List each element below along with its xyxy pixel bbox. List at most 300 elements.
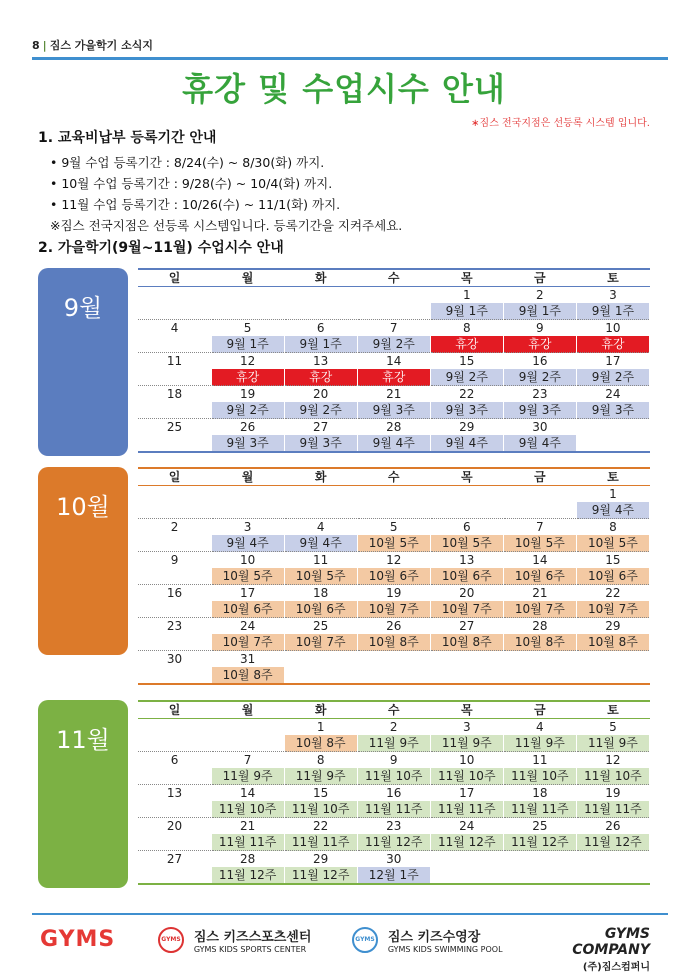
date-cell [430,851,503,868]
registration-item: • 11월 수업 등록기간 : 10/26(수) ~ 11/1(화) 까지. [50,197,341,212]
date-cell [284,486,357,503]
date-cell: 27 [430,618,503,635]
week-info-row [138,667,650,684]
date-cell: 26 [576,818,649,835]
week-label-cell: 9월 2주 [211,402,284,419]
date-cell: 11 [138,353,211,370]
date-row [138,353,650,370]
date-cell: 29 [284,851,357,868]
date-cell: 27 [284,419,357,436]
week-label-cell [138,867,211,884]
date-cell: 5 [211,320,284,337]
week-label-cell: 10월 7주 [211,634,284,651]
date-cell: 3 [430,719,503,736]
week-label-cell: 9월 3주 [211,435,284,452]
date-cell: 1 [284,719,357,736]
date-row [138,719,650,736]
date-cell: 25 [284,618,357,635]
registration-note: ※짐스 전국지점은 선등록 시스템입니다. 등록기간을 지켜주세요. [50,218,403,233]
date-cell [211,287,284,304]
date-cell: 28 [211,851,284,868]
week-label-cell: 10월 6주 [576,568,649,585]
week-label-cell [138,834,211,851]
date-cell: 9 [138,552,211,569]
week-label-cell [357,502,430,519]
date-cell: 30 [503,419,576,436]
date-cell [430,651,503,668]
date-cell: 12 [357,552,430,569]
date-row [138,585,650,602]
date-cell [503,851,576,868]
gyms-logo [40,927,115,952]
week-label-cell: 10월 7주 [357,601,430,618]
date-cell: 24 [576,386,649,403]
date-cell: 6 [430,519,503,536]
week-info-row [138,402,650,419]
week-label-cell: 10월 5주 [211,568,284,585]
week-label-cell [138,402,211,419]
weekday-header: 월 [211,269,284,287]
date-cell [430,486,503,503]
week-label-cell: 10월 7주 [430,601,503,618]
section2-heading: 2. 가을학기(9월~11월) 수업시수 안내 [38,240,284,256]
sports-center-block [158,926,311,954]
date-cell: 18 [138,386,211,403]
date-cell [284,287,357,304]
date-cell: 8 [284,752,357,769]
date-cell [576,851,649,868]
weekday-header: 금 [503,269,576,287]
week-label-cell: 9월 4주 [430,435,503,452]
week-label-cell: 9월 1주 [503,303,576,320]
header-line [32,37,153,53]
company-name-ko: (주)짐스컴퍼니 [582,962,650,973]
date-cell: 2 [357,719,430,736]
week-label-cell: 10월 8주 [503,634,576,651]
weekday-header-row [138,701,650,719]
weekday-header-row [138,269,650,287]
week-label-cell [357,667,430,684]
date-cell: 22 [430,386,503,403]
date-cell: 9 [357,752,430,769]
date-cell: 18 [284,585,357,602]
header-separator: | [42,39,47,52]
date-cell: 24 [430,818,503,835]
date-cell: 31 [211,651,284,668]
week-label-cell [430,667,503,684]
date-cell: 11 [284,552,357,569]
week-label-cell: 11월 11주 [430,801,503,818]
week-label-cell: 12월 1주 [357,867,430,884]
sports-center-name: 짐스 키즈스포츠센터 [193,930,312,945]
week-label-cell: 9월 1주 [284,336,357,353]
weekday-header: 화 [284,269,357,287]
week-label-cell: 11월 11주 [576,801,649,818]
week-info-row [138,768,650,785]
date-row [138,552,650,569]
date-cell: 9 [503,320,576,337]
week-label-cell [138,667,211,684]
week-label-cell: 11월 11주 [284,834,357,851]
date-cell [357,651,430,668]
date-cell: 17 [430,785,503,802]
swimming-pool-name-en: GYMS KIDS SWIMMING POOL [387,945,503,954]
date-cell: 15 [284,785,357,802]
date-cell: 15 [576,552,649,569]
week-label-cell: 10월 7주 [576,601,649,618]
date-cell: 25 [138,419,211,436]
calendar-bottom-rule [138,884,650,887]
date-cell: 2 [503,287,576,304]
date-cell: 22 [284,818,357,835]
month-calendar [138,700,650,887]
week-label-cell: 11월 9주 [357,735,430,752]
date-cell: 6 [284,320,357,337]
date-cell: 29 [430,419,503,436]
date-cell [138,486,211,503]
date-row [138,320,650,337]
week-info-row [138,834,650,851]
week-label-cell [211,502,284,519]
week-label-cell [138,369,211,386]
week-label-cell: 휴강 [211,369,284,386]
week-info-row [138,601,650,618]
week-info-row [138,867,650,884]
date-cell [284,651,357,668]
month-calendar [138,467,650,687]
date-row [138,818,650,835]
week-label-cell: 9월 2주 [576,369,649,386]
date-cell: 16 [138,585,211,602]
date-cell: 5 [576,719,649,736]
top-rule [32,57,668,60]
week-info-row [138,336,650,353]
week-label-cell: 11월 9주 [211,768,284,785]
week-label-cell [138,601,211,618]
date-cell [211,486,284,503]
week-label-cell: 11월 10주 [211,801,284,818]
date-cell: 12 [576,752,649,769]
week-label-cell [284,502,357,519]
week-label-cell [503,502,576,519]
week-label-cell: 9월 3주 [503,402,576,419]
date-cell: 21 [211,818,284,835]
date-cell: 25 [503,818,576,835]
date-cell: 13 [138,785,211,802]
week-label-cell: 11월 11주 [503,801,576,818]
date-row [138,618,650,635]
section1-heading: 1. 교육비납부 등록기간 안내 [38,130,217,146]
week-label-cell [138,801,211,818]
week-label-cell: 휴강 [357,369,430,386]
date-cell [357,287,430,304]
date-row [138,851,650,868]
calendar-bottom-rule [138,452,650,455]
date-cell [357,486,430,503]
week-label-cell: 10월 5주 [503,535,576,552]
weekday-header: 일 [138,468,211,486]
date-cell: 26 [357,618,430,635]
registration-item: • 9월 수업 등록기간 : 8/24(수) ~ 8/30(화) 까지. [50,155,325,170]
week-label-cell [503,867,576,884]
week-label-cell: 10월 6주 [430,568,503,585]
date-cell: 28 [357,419,430,436]
date-cell: 7 [503,519,576,536]
date-cell: 22 [576,585,649,602]
date-cell: 26 [211,419,284,436]
date-cell [503,651,576,668]
week-label-cell: 9월 4주 [284,535,357,552]
week-label-cell: 9월 4주 [211,535,284,552]
week-label-cell: 11월 12주 [503,834,576,851]
week-label-cell [138,768,211,785]
week-label-cell: 9월 2주 [357,336,430,353]
week-label-cell: 11월 11주 [357,801,430,818]
date-cell: 23 [503,386,576,403]
date-cell: 8 [576,519,649,536]
date-cell: 10 [211,552,284,569]
weekday-header: 수 [357,701,430,719]
date-cell [138,719,211,736]
week-label-cell: 9월 2주 [430,369,503,386]
date-cell: 27 [138,851,211,868]
week-label-cell: 11월 10주 [503,768,576,785]
week-label-cell: 11월 10주 [430,768,503,785]
week-label-cell: 9월 1주 [211,336,284,353]
week-label-cell: 11월 12주 [576,834,649,851]
sports-center-emblem: GYMS [158,927,184,953]
date-cell: 4 [138,320,211,337]
week-info-row [138,435,650,452]
date-cell: 7 [211,752,284,769]
date-cell: 17 [576,353,649,370]
week-info-row [138,303,650,320]
week-label-cell: 10월 5주 [576,535,649,552]
page-title: 휴강 및 수업시수 안내 [182,70,506,108]
week-label-cell: 9월 2주 [284,402,357,419]
week-label-cell: 10월 6주 [284,601,357,618]
week-label-cell [357,303,430,320]
date-cell: 23 [138,618,211,635]
company-block [528,926,650,973]
week-info-row [138,568,650,585]
date-cell: 5 [357,519,430,536]
weekday-header: 화 [284,701,357,719]
week-label-cell: 9월 4주 [576,502,649,519]
date-row [138,419,650,436]
week-info-row [138,369,650,386]
date-cell: 10 [576,320,649,337]
company-name-en: GYMS COMPANY [572,926,650,958]
date-cell: 16 [503,353,576,370]
week-label-cell [576,667,649,684]
date-cell [576,419,649,436]
week-label-cell [430,502,503,519]
week-info-row [138,535,650,552]
registration-item: • 10월 수업 등록기간 : 9/28(수) ~ 10/4(화) 까지. [50,176,333,191]
week-label-cell [211,735,284,752]
week-label-cell: 11월 12주 [211,867,284,884]
date-cell: 10 [430,752,503,769]
date-cell [503,486,576,503]
date-cell: 14 [357,353,430,370]
date-cell: 1 [576,486,649,503]
week-label-cell: 9월 4주 [503,435,576,452]
week-label-cell [138,336,211,353]
week-label-cell: 10월 6주 [503,568,576,585]
weekday-header: 일 [138,269,211,287]
date-cell: 4 [284,519,357,536]
week-label-cell [576,867,649,884]
date-cell: 19 [357,585,430,602]
week-label-cell: 10월 5주 [284,568,357,585]
weekday-header: 토 [576,269,649,287]
weekday-header: 목 [430,701,503,719]
date-row [138,752,650,769]
week-label-cell: 휴강 [430,336,503,353]
week-info-row [138,502,650,519]
month-label: 9월 [38,268,128,456]
week-label-cell: 11월 9주 [503,735,576,752]
date-row [138,287,650,304]
date-cell: 12 [211,353,284,370]
weekday-header: 토 [576,701,649,719]
date-cell: 21 [357,386,430,403]
week-label-cell: 9월 2주 [503,369,576,386]
swimming-pool-emblem: GYMS [352,927,378,953]
week-label-cell: 10월 8주 [211,667,284,684]
week-info-row [138,801,650,818]
date-cell: 6 [138,752,211,769]
date-cell: 20 [284,386,357,403]
weekday-header: 월 [211,468,284,486]
week-label-cell: 11월 9주 [284,768,357,785]
date-cell: 14 [211,785,284,802]
week-label-cell [503,667,576,684]
weekday-header: 화 [284,468,357,486]
month-calendar [138,268,650,455]
date-cell: 3 [211,519,284,536]
week-info-row [138,634,650,651]
week-label-cell [138,435,211,452]
gyms-logo-text: GYMS [40,927,116,952]
week-label-cell: 휴강 [576,336,649,353]
date-cell: 30 [357,851,430,868]
weekday-header: 일 [138,701,211,719]
weekday-header: 토 [576,468,649,486]
weekday-header: 수 [357,468,430,486]
week-label-cell: 10월 8주 [576,634,649,651]
date-cell: 8 [430,320,503,337]
weekday-header: 목 [430,468,503,486]
week-label-cell: 11월 10주 [357,768,430,785]
week-label-cell: 9월 3주 [284,435,357,452]
swimming-pool-name: 짐스 키즈수영장 [387,930,481,945]
week-label-cell [138,735,211,752]
date-cell: 29 [576,618,649,635]
week-label-cell [430,867,503,884]
weekday-header: 금 [503,701,576,719]
date-cell: 20 [138,818,211,835]
week-label-cell [211,303,284,320]
week-label-cell: 11월 12주 [357,834,430,851]
swimming-pool-block [352,926,503,954]
newsletter-name: 짐스 가을학기 소식지 [49,39,153,52]
date-cell: 23 [357,818,430,835]
date-row [138,486,650,503]
week-label-cell: 10월 7주 [284,634,357,651]
date-cell: 3 [576,287,649,304]
date-cell: 11 [503,752,576,769]
month-label: 11월 [38,700,128,888]
date-cell: 19 [576,785,649,802]
date-cell: 20 [430,585,503,602]
date-cell: 17 [211,585,284,602]
registration-notice: ∗짐스 전국지점은 선등록 시스템 입니다. [471,118,650,129]
date-row [138,386,650,403]
week-info-row [138,735,650,752]
week-label-cell: 10월 5주 [357,535,430,552]
date-cell: 13 [284,353,357,370]
date-row [138,519,650,536]
weekday-header: 월 [211,701,284,719]
date-cell: 16 [357,785,430,802]
sports-center-name-en: GYMS KIDS SPORTS CENTER [193,945,307,954]
weekday-header: 목 [430,269,503,287]
date-cell: 21 [503,585,576,602]
week-label-cell: 11월 10주 [576,768,649,785]
footer-rule [32,913,668,915]
date-cell: 30 [138,651,211,668]
week-label-cell: 휴강 [503,336,576,353]
week-label-cell: 9월 1주 [430,303,503,320]
week-label-cell [138,634,211,651]
weekday-header: 금 [503,468,576,486]
week-label-cell: 10월 8주 [357,634,430,651]
week-label-cell: 11월 12주 [430,834,503,851]
weekday-header: 수 [357,269,430,287]
week-label-cell: 휴강 [284,369,357,386]
week-label-cell: 10월 8주 [430,634,503,651]
month-label: 10월 [38,467,128,655]
week-label-cell [284,667,357,684]
date-cell: 2 [138,519,211,536]
date-cell: 15 [430,353,503,370]
date-cell: 19 [211,386,284,403]
date-cell: 4 [503,719,576,736]
week-label-cell [138,535,211,552]
date-cell: 13 [430,552,503,569]
week-label-cell: 11월 10주 [284,801,357,818]
date-cell: 1 [430,287,503,304]
date-cell: 24 [211,618,284,635]
date-cell [576,651,649,668]
date-row [138,785,650,802]
date-cell: 18 [503,785,576,802]
week-label-cell [138,568,211,585]
week-label-cell: 11월 9주 [430,735,503,752]
week-label-cell [138,303,211,320]
week-label-cell: 10월 6주 [357,568,430,585]
date-cell [211,719,284,736]
calendar-bottom-rule [138,684,650,687]
date-cell: 14 [503,552,576,569]
date-cell: 28 [503,618,576,635]
week-label-cell: 11월 11주 [211,834,284,851]
week-label-cell: 10월 7주 [503,601,576,618]
week-label-cell: 11월 9주 [576,735,649,752]
weekday-header-row [138,468,650,486]
